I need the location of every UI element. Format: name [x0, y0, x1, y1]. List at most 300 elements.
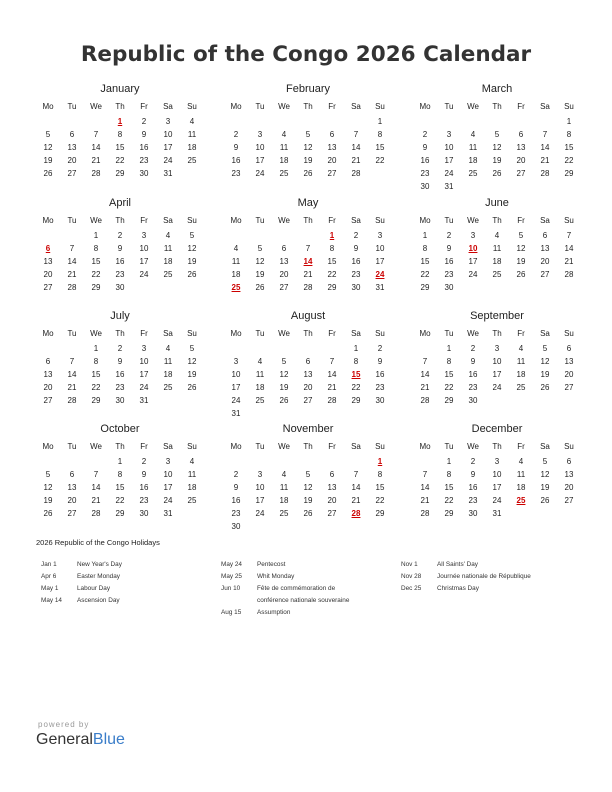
- day: 21: [67, 270, 77, 279]
- week-row: [413, 268, 581, 281]
- day: 6: [69, 130, 75, 139]
- empty-day: [533, 115, 557, 128]
- week-row: [36, 481, 204, 494]
- empty-day: [296, 407, 320, 420]
- weekday-label: Mo: [42, 329, 54, 338]
- day: 8: [117, 130, 123, 139]
- day: 13: [303, 370, 313, 379]
- empty-day: [509, 394, 533, 407]
- day: 3: [494, 457, 500, 466]
- weekday-label: Su: [375, 216, 385, 225]
- empty-day: [320, 455, 344, 468]
- empty-day: [344, 455, 368, 468]
- day: 12: [279, 370, 289, 379]
- day: 16: [375, 370, 385, 379]
- holidays-title: 2026 Republic of the Congo Holidays: [36, 538, 160, 547]
- day: 29: [564, 169, 574, 178]
- empty-day: [320, 520, 344, 533]
- day: 9: [141, 470, 147, 479]
- empty-day: [533, 394, 557, 407]
- day: 27: [540, 270, 550, 279]
- day: 25: [468, 169, 478, 178]
- day: 16: [468, 370, 478, 379]
- weekday-label: Fr: [517, 102, 525, 111]
- weekday-label: Mo: [230, 442, 242, 451]
- day: 4: [470, 130, 476, 139]
- holiday-name: All Saints' Day: [437, 561, 478, 568]
- week-row: [36, 268, 204, 281]
- day: 19: [492, 156, 502, 165]
- day: 5: [45, 130, 51, 139]
- day: 9: [446, 244, 452, 253]
- day: 11: [187, 470, 197, 479]
- day: 22: [115, 496, 125, 505]
- week-row: [36, 381, 204, 394]
- day: 18: [255, 383, 265, 392]
- weekday-label: Tu: [444, 102, 454, 111]
- weekday-label: Fr: [328, 329, 336, 338]
- day: 9: [233, 143, 239, 152]
- month-name: June: [485, 197, 509, 209]
- day: 4: [281, 470, 287, 479]
- day: 10: [139, 244, 149, 253]
- day: 31: [139, 396, 149, 405]
- empty-day: [248, 115, 272, 128]
- weekday-label: We: [278, 442, 290, 451]
- day: 9: [422, 143, 428, 152]
- week-row: [36, 507, 204, 520]
- day: 18: [187, 143, 197, 152]
- day: 29: [444, 396, 454, 405]
- month-december: [413, 423, 581, 520]
- holiday-item: [401, 583, 576, 595]
- holiday-item: [401, 571, 576, 583]
- holiday-name: Assumption: [257, 609, 291, 616]
- empty-day: [296, 342, 320, 355]
- day: 26: [540, 496, 550, 505]
- holiday-column-3: [401, 559, 576, 595]
- holiday-day: 10: [468, 244, 478, 253]
- day: 5: [542, 457, 548, 466]
- day: 20: [43, 270, 53, 279]
- week-row: [224, 229, 392, 242]
- empty-day: [368, 407, 392, 420]
- empty-day: [533, 180, 557, 193]
- week-row: [413, 128, 581, 141]
- day: 7: [353, 130, 359, 139]
- weekday-header: [224, 327, 392, 340]
- weekday-label: Fr: [517, 329, 525, 338]
- empty-day: [344, 115, 368, 128]
- week-row: [224, 255, 392, 268]
- weekday-label: Tu: [67, 216, 77, 225]
- weekday-label: Th: [492, 216, 502, 225]
- day: 31: [231, 409, 241, 418]
- day: 13: [67, 483, 77, 492]
- empty-day: [368, 167, 392, 180]
- day: 6: [542, 231, 548, 240]
- empty-day: [224, 455, 248, 468]
- day: 21: [420, 383, 430, 392]
- day: 26: [187, 383, 197, 392]
- weekday-label: Tu: [444, 216, 454, 225]
- holiday-item: [221, 583, 391, 607]
- empty-day: [156, 281, 180, 294]
- day: 8: [117, 470, 123, 479]
- day: 29: [327, 283, 337, 292]
- empty-day: [132, 281, 156, 294]
- holiday-item: [41, 595, 211, 607]
- day: 15: [327, 257, 337, 266]
- weekday-label: We: [90, 442, 102, 451]
- day: 12: [303, 483, 313, 492]
- day: 20: [516, 156, 526, 165]
- day: 11: [492, 244, 502, 253]
- day: 14: [91, 483, 101, 492]
- day: 15: [115, 143, 125, 152]
- empty-day: [272, 342, 296, 355]
- day: 23: [375, 383, 385, 392]
- day: 17: [231, 383, 241, 392]
- week-row: [36, 494, 204, 507]
- week-row: [413, 468, 581, 481]
- weekday-label: Su: [564, 216, 574, 225]
- day: 17: [444, 156, 454, 165]
- day: 26: [279, 396, 289, 405]
- day: 7: [93, 130, 99, 139]
- weekday-header: [224, 440, 392, 453]
- holiday-name: Fête de commémoration de conférence nationale souveraine: [257, 585, 350, 604]
- month-name: July: [110, 310, 130, 322]
- day: 30: [444, 283, 454, 292]
- day: 30: [115, 283, 125, 292]
- empty-day: [368, 520, 392, 533]
- weekday-label: Sa: [540, 442, 550, 451]
- weekday-label: Sa: [351, 442, 361, 451]
- day: 23: [444, 270, 454, 279]
- weekday-label: Tu: [255, 442, 265, 451]
- day: 3: [233, 357, 239, 366]
- week-row: [36, 281, 204, 294]
- day: 21: [91, 156, 101, 165]
- day: 24: [139, 270, 149, 279]
- week-row: [413, 167, 581, 180]
- empty-day: [437, 115, 461, 128]
- month-name: March: [481, 83, 513, 95]
- day: 5: [189, 231, 195, 240]
- day: 29: [115, 509, 125, 518]
- day: 19: [255, 270, 265, 279]
- day: 21: [351, 156, 361, 165]
- day: 1: [117, 457, 123, 466]
- week-row: [224, 115, 392, 128]
- day: 3: [494, 344, 500, 353]
- day: 2: [117, 344, 123, 353]
- day: 23: [231, 509, 241, 518]
- day: 30: [139, 509, 149, 518]
- holiday-day: 25: [516, 496, 526, 505]
- holiday-day: 15: [351, 370, 361, 379]
- day: 16: [231, 156, 241, 165]
- weekday-label: Mo: [42, 102, 54, 111]
- day: 16: [351, 257, 361, 266]
- day: 23: [468, 383, 478, 392]
- month-name: December: [471, 423, 523, 435]
- week-row: [224, 268, 392, 281]
- day: 21: [327, 383, 337, 392]
- day: 26: [303, 509, 313, 518]
- week-row: [224, 128, 392, 141]
- week-row: [36, 355, 204, 368]
- day: 15: [115, 483, 125, 492]
- weekday-label: We: [467, 442, 479, 451]
- day: 1: [446, 457, 452, 466]
- empty-day: [509, 180, 533, 193]
- week-row: [224, 141, 392, 154]
- day: 19: [540, 370, 550, 379]
- day: 8: [446, 470, 452, 479]
- day: 30: [468, 509, 478, 518]
- day: 26: [43, 509, 53, 518]
- generalblue-logo[interactable]: [36, 731, 125, 749]
- holiday-column-1: [41, 559, 211, 607]
- weekday-header: [224, 100, 392, 113]
- day: 20: [540, 257, 550, 266]
- day: 1: [93, 231, 99, 240]
- week-row: [224, 455, 392, 468]
- day: 13: [516, 143, 526, 152]
- holiday-date: Nov 1: [401, 561, 418, 568]
- day: 19: [187, 257, 197, 266]
- day: 10: [255, 143, 265, 152]
- day: 26: [187, 270, 197, 279]
- day: 27: [279, 283, 289, 292]
- empty-day: [60, 342, 84, 355]
- day: 27: [564, 496, 574, 505]
- day: 29: [115, 169, 125, 178]
- weekday-label: Sa: [351, 329, 361, 338]
- holiday-date: May 24: [221, 561, 242, 568]
- day: 13: [540, 244, 550, 253]
- weekday-label: Fr: [140, 329, 148, 338]
- day: 19: [540, 483, 550, 492]
- weekday-label: Su: [375, 102, 385, 111]
- empty-day: [557, 281, 581, 294]
- day: 3: [257, 130, 263, 139]
- day: 15: [91, 257, 101, 266]
- week-row: [224, 154, 392, 167]
- month-august: [224, 310, 392, 420]
- empty-day: [296, 455, 320, 468]
- empty-day: [272, 455, 296, 468]
- week-row: [224, 407, 392, 420]
- day: 1: [377, 117, 383, 126]
- day: 12: [303, 143, 313, 152]
- day: 24: [231, 396, 241, 405]
- day: 18: [468, 156, 478, 165]
- holiday-name: Pentecost: [257, 561, 286, 568]
- day: 24: [492, 383, 502, 392]
- day: 13: [564, 470, 574, 479]
- weekday-header: [224, 214, 392, 227]
- weekday-label: Tu: [67, 442, 77, 451]
- day: 27: [327, 169, 337, 178]
- day: 20: [43, 383, 53, 392]
- day: 3: [165, 457, 171, 466]
- empty-day: [320, 407, 344, 420]
- day: 19: [516, 257, 526, 266]
- weekday-label: Th: [492, 102, 502, 111]
- day: 12: [540, 357, 550, 366]
- day: 7: [329, 357, 335, 366]
- month-may: [224, 197, 392, 294]
- weekday-label: Su: [187, 102, 197, 111]
- day: 25: [279, 509, 289, 518]
- day: 1: [446, 344, 452, 353]
- day: 28: [67, 283, 77, 292]
- holiday-item: [41, 571, 211, 583]
- weekday-label: Tu: [67, 102, 77, 111]
- day: 16: [139, 143, 149, 152]
- day: 27: [67, 509, 77, 518]
- day: 15: [375, 483, 385, 492]
- day: 28: [91, 509, 101, 518]
- week-row: [413, 115, 581, 128]
- day: 6: [566, 344, 572, 353]
- day: 22: [375, 496, 385, 505]
- empty-day: [485, 115, 509, 128]
- day: 20: [279, 270, 289, 279]
- day: 21: [564, 257, 574, 266]
- day: 12: [187, 357, 197, 366]
- weekday-label: Mo: [419, 216, 431, 225]
- weekday-header: [36, 214, 204, 227]
- day: 18: [492, 257, 502, 266]
- day: 28: [564, 270, 574, 279]
- day: 21: [540, 156, 550, 165]
- day: 17: [139, 257, 149, 266]
- day: 16: [420, 156, 430, 165]
- day: 17: [139, 370, 149, 379]
- day: 25: [279, 169, 289, 178]
- day: 25: [163, 383, 173, 392]
- empty-day: [461, 180, 485, 193]
- weekday-label: Mo: [419, 442, 431, 451]
- week-row: [413, 281, 581, 294]
- holiday-date: Dec 25: [401, 585, 422, 592]
- day: 12: [540, 470, 550, 479]
- day: 26: [303, 169, 313, 178]
- week-row: [413, 494, 581, 507]
- day: 9: [117, 244, 123, 253]
- day: 28: [91, 169, 101, 178]
- empty-day: [413, 115, 437, 128]
- holiday-date: Aug 15: [221, 609, 242, 616]
- day: 7: [93, 470, 99, 479]
- week-row: [36, 394, 204, 407]
- day: 22: [91, 270, 101, 279]
- weekday-label: Th: [115, 442, 125, 451]
- logo-blue-text: Blue: [92, 731, 125, 748]
- day: 11: [279, 143, 289, 152]
- day: 11: [516, 470, 526, 479]
- weekday-label: Su: [187, 442, 197, 451]
- day: 3: [141, 344, 147, 353]
- month-name: October: [100, 423, 140, 435]
- holiday-name: Easter Monday: [77, 573, 120, 580]
- day: 2: [141, 117, 147, 126]
- weekday-header: [413, 100, 581, 113]
- week-row: [413, 229, 581, 242]
- weekday-label: Sa: [163, 102, 173, 111]
- day: 19: [303, 496, 313, 505]
- day: 15: [444, 483, 454, 492]
- day: 3: [377, 231, 383, 240]
- day: 28: [327, 396, 337, 405]
- day: 7: [422, 470, 428, 479]
- empty-day: [557, 394, 581, 407]
- holiday-item: [401, 559, 576, 571]
- week-row: [224, 281, 392, 294]
- day: 4: [189, 457, 195, 466]
- week-row: [413, 368, 581, 381]
- day: 28: [420, 509, 430, 518]
- day: 21: [91, 496, 101, 505]
- empty-day: [533, 507, 557, 520]
- day: 10: [163, 470, 173, 479]
- day: 18: [279, 496, 289, 505]
- holiday-name: Ascension Day: [77, 597, 120, 604]
- empty-day: [485, 281, 509, 294]
- day: 12: [187, 244, 197, 253]
- weekday-header: [36, 440, 204, 453]
- day: 4: [165, 231, 171, 240]
- day: 19: [303, 156, 313, 165]
- day: 12: [43, 483, 53, 492]
- weekday-label: Sa: [163, 442, 173, 451]
- weekday-label: Th: [303, 442, 313, 451]
- day: 27: [303, 396, 313, 405]
- day: 22: [420, 270, 430, 279]
- day: 25: [187, 496, 197, 505]
- holiday-item: [221, 559, 391, 571]
- weekday-label: Mo: [419, 102, 431, 111]
- empty-day: [60, 229, 84, 242]
- holiday-date: Jan 1: [41, 561, 57, 568]
- day: 7: [69, 357, 75, 366]
- day: 14: [420, 370, 430, 379]
- week-row: [36, 342, 204, 355]
- day: 29: [351, 396, 361, 405]
- month-name: November: [282, 423, 334, 435]
- day: 23: [115, 383, 125, 392]
- holiday-date: May 25: [221, 573, 242, 580]
- holiday-day: 1: [329, 231, 335, 240]
- day: 23: [139, 156, 149, 165]
- empty-day: [272, 520, 296, 533]
- empty-day: [533, 281, 557, 294]
- day: 5: [518, 231, 524, 240]
- day: 17: [255, 496, 265, 505]
- weekday-header: [36, 327, 204, 340]
- day: 31: [444, 182, 454, 191]
- empty-day: [509, 115, 533, 128]
- day: 23: [468, 496, 478, 505]
- week-row: [413, 507, 581, 520]
- weekday-label: Fr: [328, 442, 336, 451]
- empty-day: [248, 407, 272, 420]
- empty-day: [224, 229, 248, 242]
